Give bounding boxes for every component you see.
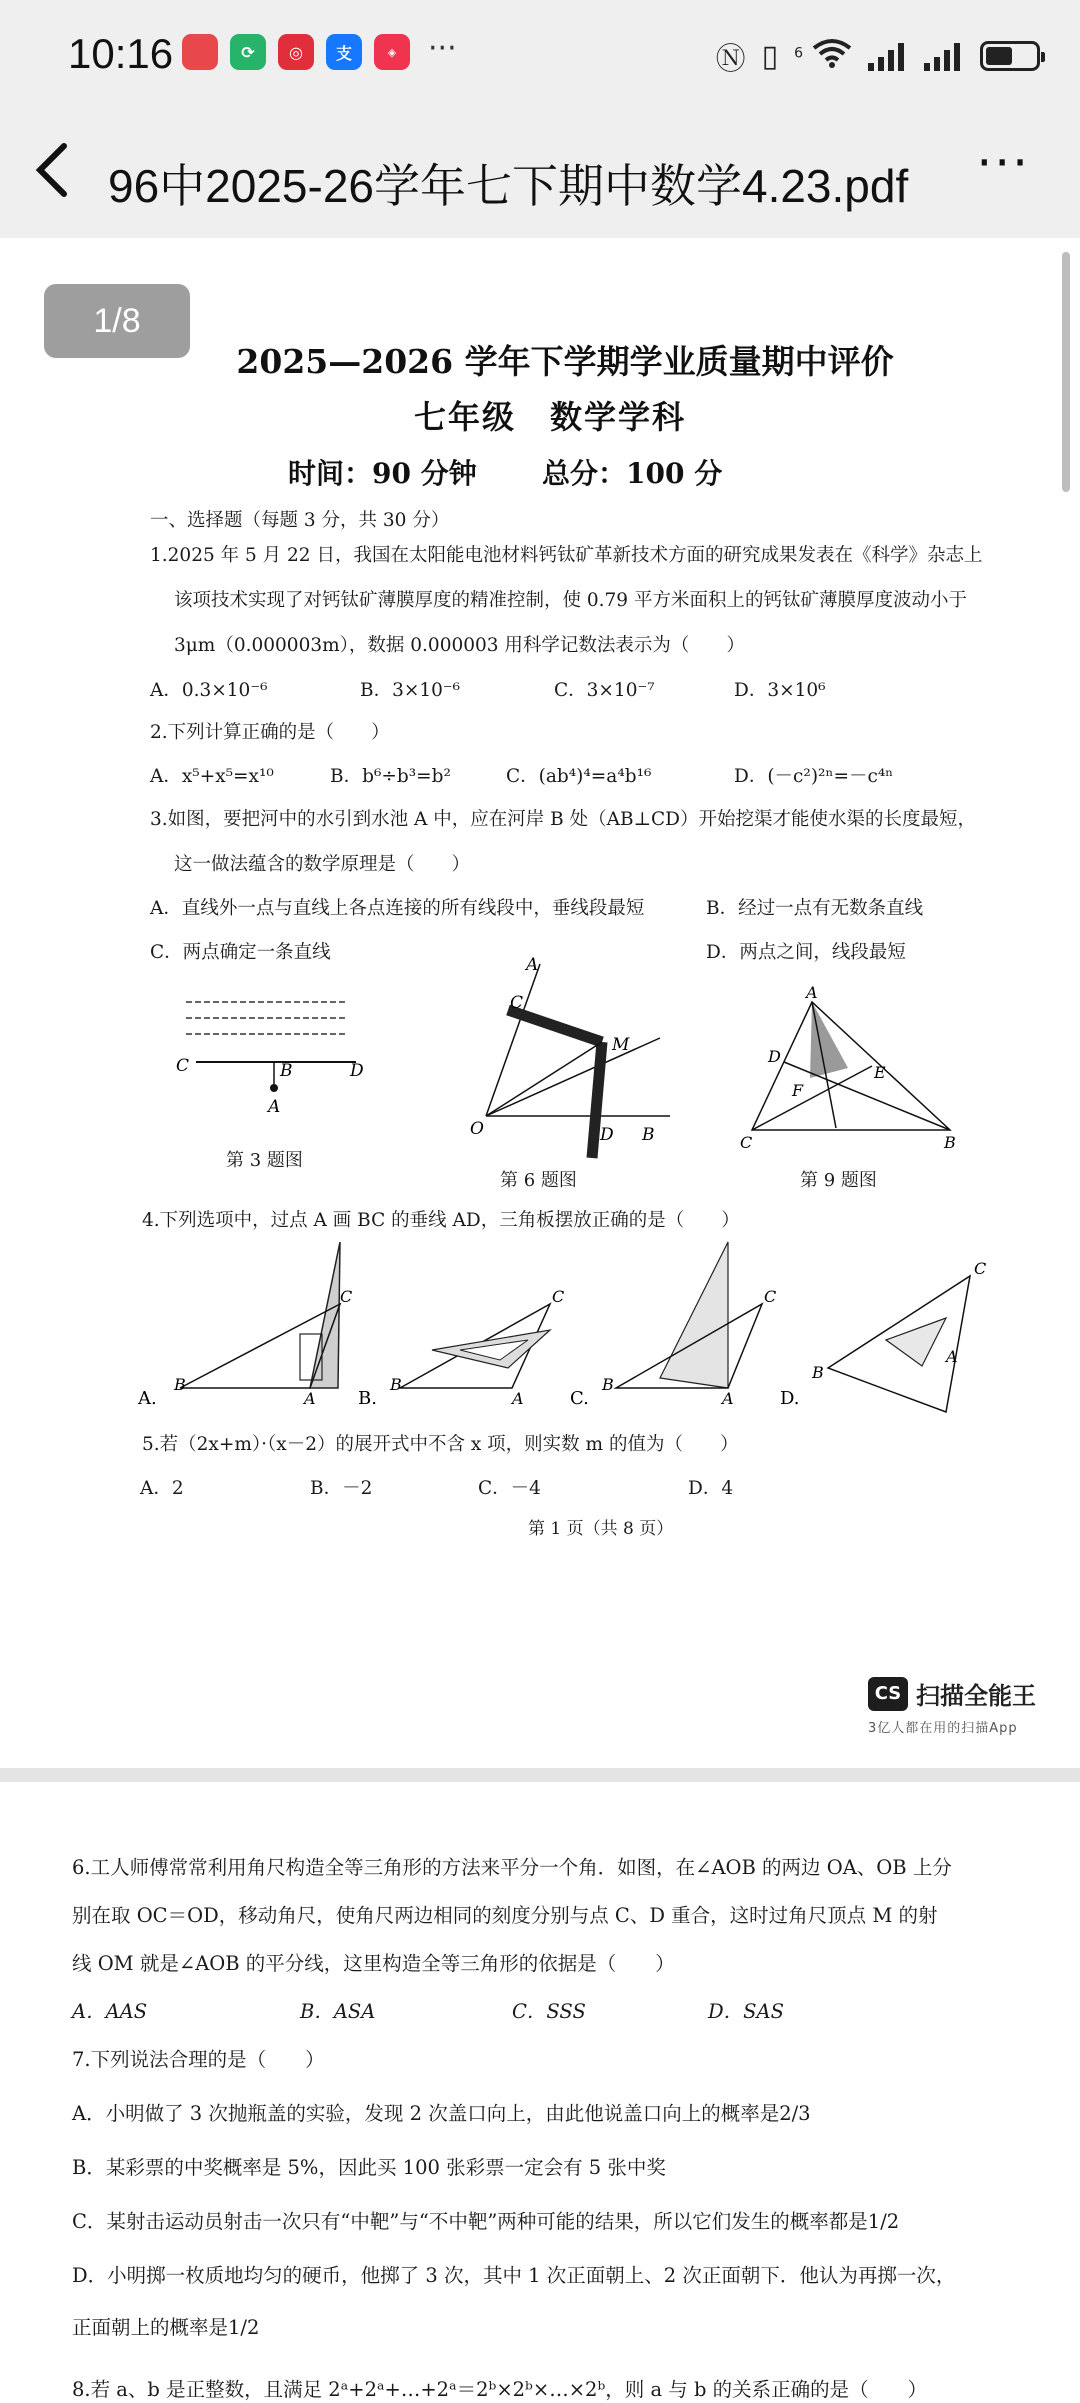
fig3-label-c: C bbox=[176, 1056, 190, 1076]
q6-option: A．AAS bbox=[72, 2000, 148, 2023]
q1-option: A．0.3×10⁻⁶ bbox=[150, 680, 268, 701]
fig6-label-b: B bbox=[642, 1125, 655, 1145]
fig6-label-o: O bbox=[470, 1119, 484, 1139]
q2-option: C．(ab⁴)⁴=a⁴b¹⁶ bbox=[506, 766, 652, 787]
status-bar bbox=[0, 0, 1080, 110]
q7-option: D．小明掷一枚质地均匀的硬币，他掷了 3 次，其中 1 次正面朝上、2 次正面朝下．他认为再掷一次， bbox=[72, 2264, 956, 2287]
network-type: 6 bbox=[794, 45, 804, 62]
q3-line: 3.如图，要把河中的水引到水池 A 中，应在河岸 B 处（AB⊥CD）开始挖渠才能使水渠的长度最短， bbox=[150, 809, 976, 830]
q4b-label-a: A bbox=[512, 1389, 524, 1408]
q7-option: B．某彩票的中奖概率是 5%，因此买 100 张彩票一定会有 5 张中奖 bbox=[72, 2156, 666, 2179]
battery-level bbox=[986, 47, 1012, 65]
q4d-label-b: B bbox=[812, 1363, 824, 1382]
q7-option: 正面朝上的概率是1/2 bbox=[72, 2316, 260, 2339]
exam-subtitle: 七年级 数学学科 bbox=[413, 398, 686, 436]
fig6-label-d: D bbox=[600, 1125, 614, 1145]
red-badge-app-icon: ◎ bbox=[278, 34, 314, 70]
more-menu-button[interactable]: ··· bbox=[976, 134, 1030, 192]
scrollbar[interactable] bbox=[1062, 252, 1070, 492]
q4a-label-b: B bbox=[174, 1375, 186, 1394]
fig3-label-b: B bbox=[280, 1061, 293, 1081]
q4-stem: 4.下列选项中，过点 A 画 BC 的垂线 AD，三角板摆放正确的是（ ） bbox=[142, 1210, 740, 1231]
q1-option: C．3×10⁻⁷ bbox=[554, 680, 655, 701]
figure-6 bbox=[460, 955, 690, 1178]
q4c-label-b: B bbox=[602, 1375, 614, 1394]
q6-line: 6.工人师傅常常利用角尺构造全等三角形的方法来平分一个角．如图，在∠AOB 的两边 OA、OB 上分 bbox=[72, 1856, 952, 1879]
q5-option: A．2 bbox=[140, 1478, 184, 1499]
q1-line: 该项技术实现了对钙钛矿薄膜厚度的精准控制，使 0.79 平方米面积上的钙钛矿薄膜厚度波动小于 bbox=[174, 590, 967, 611]
q1-line: 1.2025 年 5 月 22 日，我国在太阳能电池材料钙钛矿革新技术方面的研究成果发表在《科学》杂志上 bbox=[150, 545, 983, 566]
q4c-label-a: A bbox=[722, 1389, 734, 1408]
q4-option-a: A. bbox=[138, 1388, 157, 1409]
exam-title: 2025—2026 学年下学期学业质量期中评价 bbox=[236, 342, 894, 381]
pdf-viewer[interactable] bbox=[0, 238, 1080, 2403]
fig9-label-e: E bbox=[874, 1063, 886, 1082]
q3-line: 这一做法蕴含的数学原理是（ ） bbox=[174, 854, 471, 875]
q5-option: C．－4 bbox=[478, 1478, 541, 1499]
q8-stem: 8.若 a、b 是正整数，且满足 2ᵃ+2ᵃ+…+2ᵃ＝2ᵇ×2ᵇ×…×2ᵇ，则 a 与 b 的关系正确的是（ ） bbox=[72, 2378, 928, 2401]
q4d-label-c: C bbox=[974, 1259, 987, 1278]
fig9-label-c: C bbox=[740, 1133, 753, 1152]
app-header bbox=[0, 110, 1080, 238]
q5-option: B．－2 bbox=[310, 1478, 373, 1499]
page-separator bbox=[0, 1768, 1080, 1782]
section-heading: 一、选择题（每题 3 分，共 30 分） bbox=[150, 510, 450, 531]
vibrate-icon: ▯ bbox=[761, 38, 779, 74]
notification-icons bbox=[182, 31, 457, 70]
q4-option-b: B. bbox=[358, 1388, 377, 1409]
fig9-label-a: A bbox=[806, 983, 818, 1002]
q4a-label-c: C bbox=[340, 1287, 353, 1306]
kids-app-icon bbox=[182, 34, 218, 70]
signal-1-icon bbox=[868, 41, 908, 71]
watermark-name: 扫描全能王 bbox=[916, 1682, 1036, 1710]
back-button[interactable] bbox=[32, 140, 72, 210]
q4d-label-a: A bbox=[946, 1347, 958, 1366]
camscanner-logo-icon: CS bbox=[868, 1677, 908, 1711]
alipay-icon: 支 bbox=[326, 34, 362, 70]
q2-stem: 2.下列计算正确的是（ ） bbox=[150, 722, 390, 743]
exam-time: 时间：90 分钟 bbox=[288, 457, 477, 490]
scanner-watermark bbox=[868, 1676, 1036, 1736]
q5-option: D．4 bbox=[688, 1478, 734, 1499]
watermark-tagline: 3亿人都在用的扫描App bbox=[868, 1721, 1018, 1736]
nfc-icon: Ⓝ bbox=[715, 42, 746, 77]
pdf-page-1 bbox=[0, 238, 1080, 1768]
green-circle-app-icon: ⟳ bbox=[230, 34, 266, 70]
q6-option: C．SSS bbox=[512, 2000, 586, 2023]
fig9-label-f: F bbox=[792, 1081, 804, 1100]
figure-9 bbox=[740, 978, 970, 1158]
q4c-label-c: C bbox=[764, 1287, 777, 1306]
q3-option: B．经过一点有无数条直线 bbox=[706, 898, 924, 919]
figure-6-caption: 第 6 题图 bbox=[500, 1170, 577, 1191]
red-tag-app-icon: ◈ bbox=[374, 34, 410, 70]
q2-option: D．(－c²)²ⁿ=－c⁴ⁿ bbox=[734, 766, 894, 787]
q4b-label-c: C bbox=[552, 1287, 565, 1306]
fig3-label-d: D bbox=[350, 1061, 364, 1081]
figure-3 bbox=[170, 988, 390, 1128]
q3-option: D．两点之间，线段最短 bbox=[706, 942, 906, 963]
pdf-page-2 bbox=[0, 1782, 1080, 2403]
q4-option-d: D. bbox=[780, 1388, 800, 1409]
q4-option-c: C. bbox=[570, 1388, 589, 1409]
q2-option: B．b⁶÷b³=b² bbox=[330, 766, 451, 787]
more-notifications-icon: ··· bbox=[428, 31, 457, 66]
signal-2-icon bbox=[924, 41, 964, 71]
q6-line: 线 OM 就是∠AOB 的平分线，这里构造全等三角形的依据是（ ） bbox=[72, 1952, 675, 1975]
page-indicator: 1/8 bbox=[44, 284, 190, 358]
q1-option: D．3×10⁶ bbox=[734, 680, 826, 701]
system-icons bbox=[716, 34, 1040, 78]
q1-option: B．3×10⁻⁶ bbox=[360, 680, 461, 701]
q5-stem: 5.若（2x+m）·（x－2）的展开式中不含 x 项，则实数 m 的值为（ ） bbox=[142, 1434, 739, 1455]
status-time: 10:16 bbox=[68, 30, 174, 77]
fig6-label-m: M bbox=[612, 1035, 630, 1055]
q6-line: 别在取 OC＝OD，移动角尺，使角尺两边相同的刻度分别与点 C、D 重合，这时过角尺顶点 M 的射 bbox=[72, 1904, 938, 1927]
q3-option: C．两点确定一条直线 bbox=[150, 942, 331, 963]
chevron-left-icon bbox=[32, 140, 72, 200]
q6-option: D．SAS bbox=[708, 2000, 784, 2023]
exam-score: 总分：100 分 bbox=[542, 457, 723, 490]
fig3-label-a: A bbox=[268, 1097, 281, 1117]
page-footer: 第 1 页（共 8 页） bbox=[528, 1519, 674, 1539]
q4b-label-b: B bbox=[390, 1375, 402, 1394]
fig6-label-c: C bbox=[510, 993, 524, 1013]
fig9-label-b: B bbox=[944, 1133, 956, 1152]
q4-figures bbox=[140, 1238, 1020, 1418]
figure-3-caption: 第 3 题图 bbox=[226, 1150, 303, 1171]
q7-stem: 7.下列说法合理的是（ ） bbox=[72, 2048, 325, 2071]
q6-option: B．ASA bbox=[300, 2000, 376, 2023]
battery-icon bbox=[980, 41, 1040, 71]
document-title: 96中2025-26学年七下期中数学4.23.pdf bbox=[108, 160, 909, 212]
q1-line: 3μm（0.000003m），数据 0.000003 用科学记数法表示为（ ） bbox=[174, 635, 745, 656]
q7-option: A．小明做了 3 次抛瓶盖的实验，发现 2 次盖口向上，由此他说盖口向上的概率是2/3 bbox=[72, 2102, 811, 2125]
q7-option: C．某射击运动员射击一次只有“中靶”与“不中靶”两种可能的结果，所以它们发生的概率都是1/2 bbox=[72, 2210, 900, 2233]
fig9-label-d: D bbox=[768, 1047, 781, 1066]
q2-option: A．x⁵+x⁵=x¹⁰ bbox=[150, 766, 274, 787]
q4a-label-a: A bbox=[304, 1389, 316, 1408]
figure-9-caption: 第 9 题图 bbox=[800, 1170, 877, 1191]
fig6-label-a: A bbox=[526, 955, 539, 975]
wifi-icon bbox=[794, 38, 852, 75]
q3-option: A．直线外一点与直线上各点连接的所有线段中，垂线段最短 bbox=[150, 898, 645, 919]
